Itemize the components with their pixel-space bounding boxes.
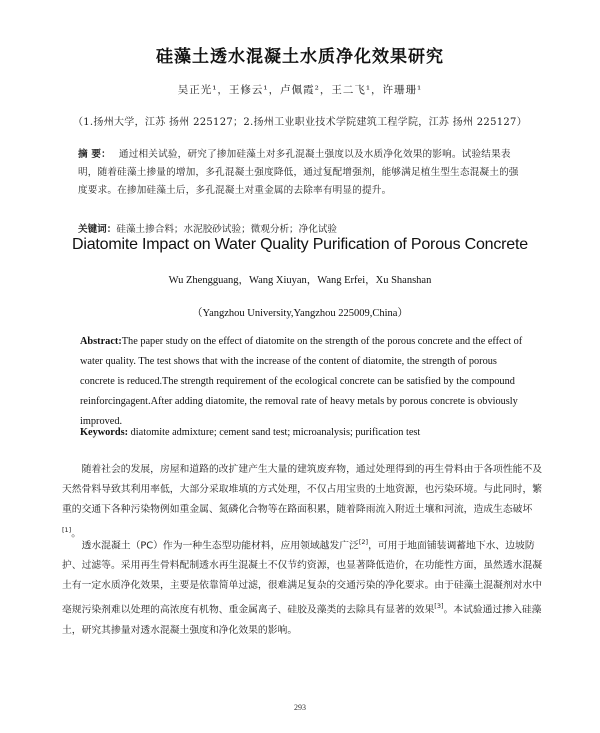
english-keywords-text: diatomite admixture; cement sand test; microanalysis; purification test bbox=[130, 427, 421, 438]
chinese-abstract bbox=[78, 146, 526, 200]
english-abstract bbox=[80, 332, 532, 432]
paragraph-2-text-c: 。本试验通过掺入硅藻土，研究其掺量对透水混凝土强度和净化效果的影响。 bbox=[62, 604, 542, 636]
english-keywords bbox=[80, 427, 540, 438]
chinese-title: 硅藻土透水混凝土水质净化效果研究 bbox=[156, 47, 444, 67]
chinese-affiliation: （1.扬州大学，江苏 扬州 225127；2.扬州工业职业技术学院建筑工程学院，江苏 扬州 225127） bbox=[72, 117, 528, 128]
english-authors: Wu Zhengguang，Wang Xiuyan，Wang Erfei，Xu Shanshan bbox=[168, 275, 432, 286]
paragraph-1-text: 随着社会的发展，房屋和道路的改扩建产生大量的建筑废弃物，通过处理得到的再生骨料由于各项性能不及天然骨料导致其利用率低，大部分采取堆填的方式处理，不仅占用宝贵的土地资源，也污染环境。与此同时，繁重的交通下各种污染物例如重金属、氮磷化合物等在路面积累，随着降雨流入附近土壤和河流，造成生态破坏 bbox=[62, 464, 543, 515]
chinese-keywords-label: 关键词： bbox=[78, 224, 117, 235]
chinese-keywords bbox=[78, 221, 538, 235]
english-affiliation: （Yangzhou University,Yangzhou 225009,China） bbox=[192, 308, 408, 319]
citation-3: [3] bbox=[434, 602, 444, 611]
english-title: Diatomite Impact on Water Quality Purification of Porous Concrete bbox=[72, 236, 528, 253]
citation-2: [2] bbox=[358, 538, 369, 546]
english-abstract-text: The paper study on the effect of diatomite on the strength of the porous concrete and the effect of water quality. The test shows that with the increase of the content of diatomite, the strength of porous concrete is reduced.The strength requirement of the ecological concrete can be satisfied by the compound reinforcingagent.After adding diatomite, the removal rate of heavy metals by porous concrete is obviously improved. bbox=[80, 336, 523, 427]
chinese-authors: 吴正光¹，王修云¹，卢佩霞²，王二飞¹，许珊珊¹ bbox=[177, 84, 423, 96]
chinese-keywords-text: 硅藻土掺合料；水泥胶砂试验；微观分析；净化试验 bbox=[116, 224, 338, 235]
chinese-abstract-text: 通过相关试验，研究了掺加硅藻土对多孔混凝土强度以及水质净化效果的影响。试验结果表明，随着硅藻土掺量的增加，多孔混凝土强度降低，通过复配增强剂，能够满足植生型生态混凝土的强度要求。在掺加硅藻土后，多孔混凝土对重金属的去除率有明显的提升。 bbox=[78, 149, 519, 196]
paragraph-2-text-b: ，可用于地面铺装调蓄地下水、边坡防护、过滤等。采用再生骨料配制透水再生混凝土不仅节约资源，也显著降低造价，在功能性方面，虽然透水混凝土有一定水质净化效果，主要是依靠简单过滤，很难满足复杂的交通污染的净化要求。由于硅藻土混凝剂对水中亳规污染剂难以处理的高浓度有机物、重金属离子、硅胶及藻类的去除具有显著的效果 bbox=[62, 540, 543, 616]
english-keywords-label: Keywords: bbox=[80, 427, 129, 438]
english-abstract-label: Abstract: bbox=[80, 336, 122, 347]
body-paragraph-2 bbox=[62, 532, 544, 641]
chinese-abstract-label: 摘 要： bbox=[78, 149, 111, 160]
citation-1: [1] bbox=[62, 526, 72, 534]
paragraph-2-text-a: 透水混凝土（PC）作为一种生态型功能材料，应用领域越发广泛 bbox=[81, 540, 359, 552]
paragraph-1-end: 。 bbox=[71, 528, 82, 540]
page-number: 293 bbox=[294, 703, 306, 712]
